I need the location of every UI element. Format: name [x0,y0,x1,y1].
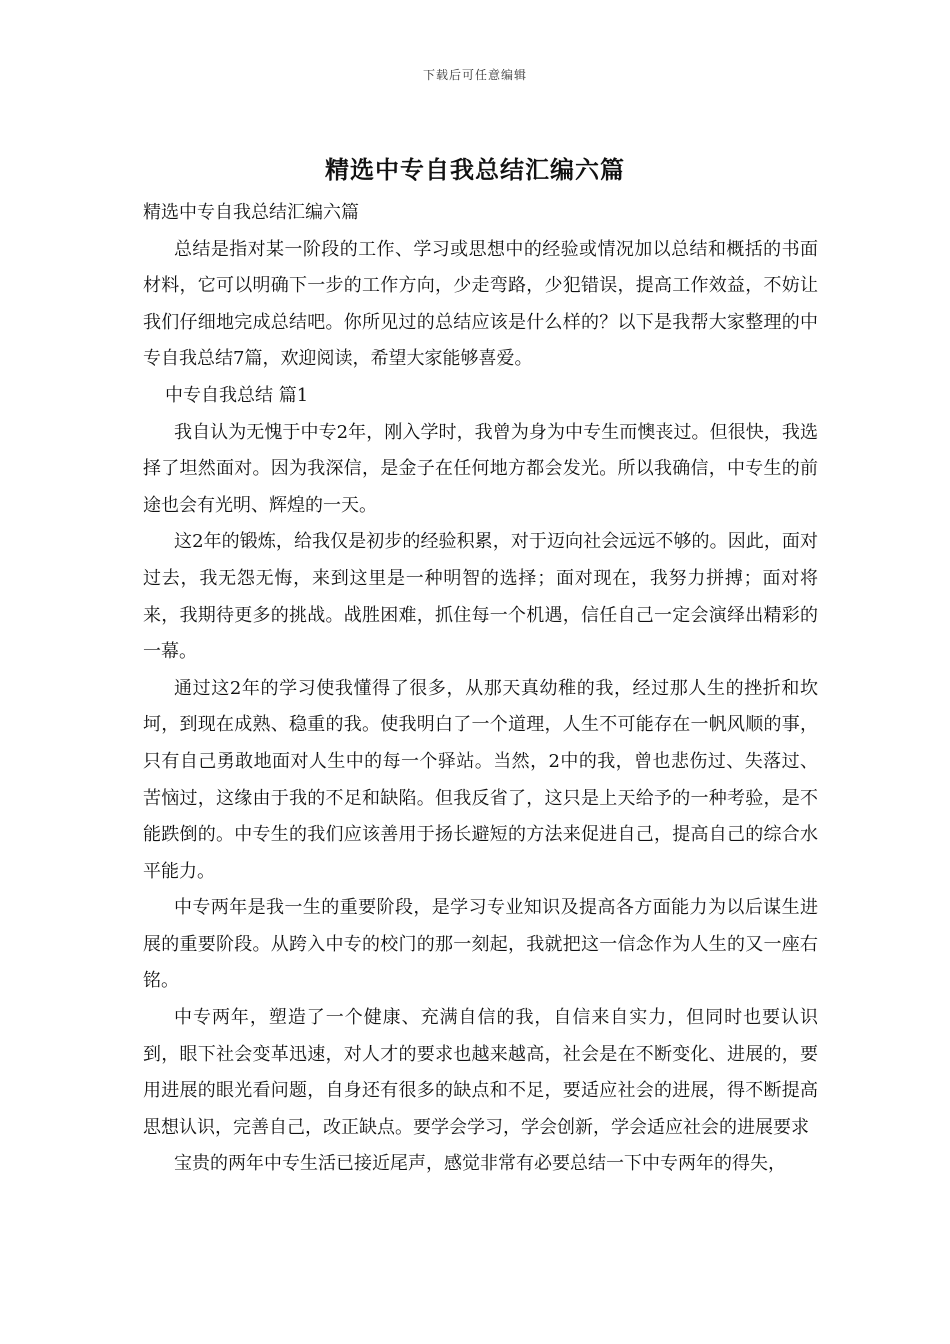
header-note: 下载后可任意编辑 [422,68,527,82]
body-paragraph-4: 中专两年是我一生的重要阶段，是学习专业知识及提高各方面能力为以后谋生进展的重要阶段。从跨入中专的校门的那一刻起，我就把这一信念作为人生的又一座右铭。 [143,897,818,992]
document-body [143,195,818,1183]
body-paragraph-3: 通过这2年的学习使我懂得了很多，从那天真幼稚的我，经过那人生的挫折和坎坷，到现在成熟、稳重的我。使我明白了一个道理，人生不可能存在一帆风顺的事，只有自己勇敢地面对人生中的每一个驿站。当然，2中的我，曾也悲伤过、失落过、苦恼过，这缘由于我的不足和缺陷。但我反省了，这只是上天给予的一种考验，是不能跌倒的。中专生的我们应该善用于扬长避短的方法来促进自己，提高自己的综合水平能力。 [143,677,818,882]
body-paragraph-5: 中专两年，塑造了一个健康、充满自信的我，自信来自实力，但同时也要认识到，眼下社会变革迅速，对人才的要求也越来越高，社会是在不断变化、进展的，要用进展的眼光看问题，自身还有很多的缺点和不足，要适应社会的进展，得不断提高思想认识，完善自己，改正缺点。要学会学习，学会创新，学会适应社会的进展要求 [143,1007,818,1138]
section-heading: 中专自我总结 篇1 [165,384,309,406]
body-paragraph-6: 宝贵的两年中专生活已接近尾声，感觉非常有必要总结一下中专两年的得失， [174,1153,786,1175]
intro-paragraph: 总结是指对某一阶段的工作、学习或思想中的经验或情况加以总结和概括的书面材料，它可以明确下一步的工作方向，少走弯路，少犯错误，提高工作效益，不妨让我们仔细地完成总结吧。你所见过的总结应该是什么样的？以下是我帮大家整理的中专自我总结7篇，欢迎阅读，希望大家能够喜爱。 [143,238,818,370]
document-title: 精选中专自我总结汇编六篇 [325,155,625,184]
body-paragraph-1: 我自认为无愧于中专2年，刚入学时，我曾为身为中专生而懊丧过。但很快，我选择了坦然面对。因为我深信，是金子在任何地方都会发光。所以我确信，中专生的前途也会有光明、辉煌的一天。 [143,421,818,516]
body-paragraph-2: 这2年的锻炼，给我仅是初步的经验积累，对于迈向社会远远不够的。因此，面对过去，我无怨无悔，来到这里是一种明智的选择；面对现在，我努力拼搏；面对将来，我期待更多的挑战。战胜困难，抓住每一个机遇，信任自己一定会演绎出精彩的一幕。 [143,531,818,663]
document-subtitle: 精选中专自我总结汇编六篇 [143,202,359,223]
